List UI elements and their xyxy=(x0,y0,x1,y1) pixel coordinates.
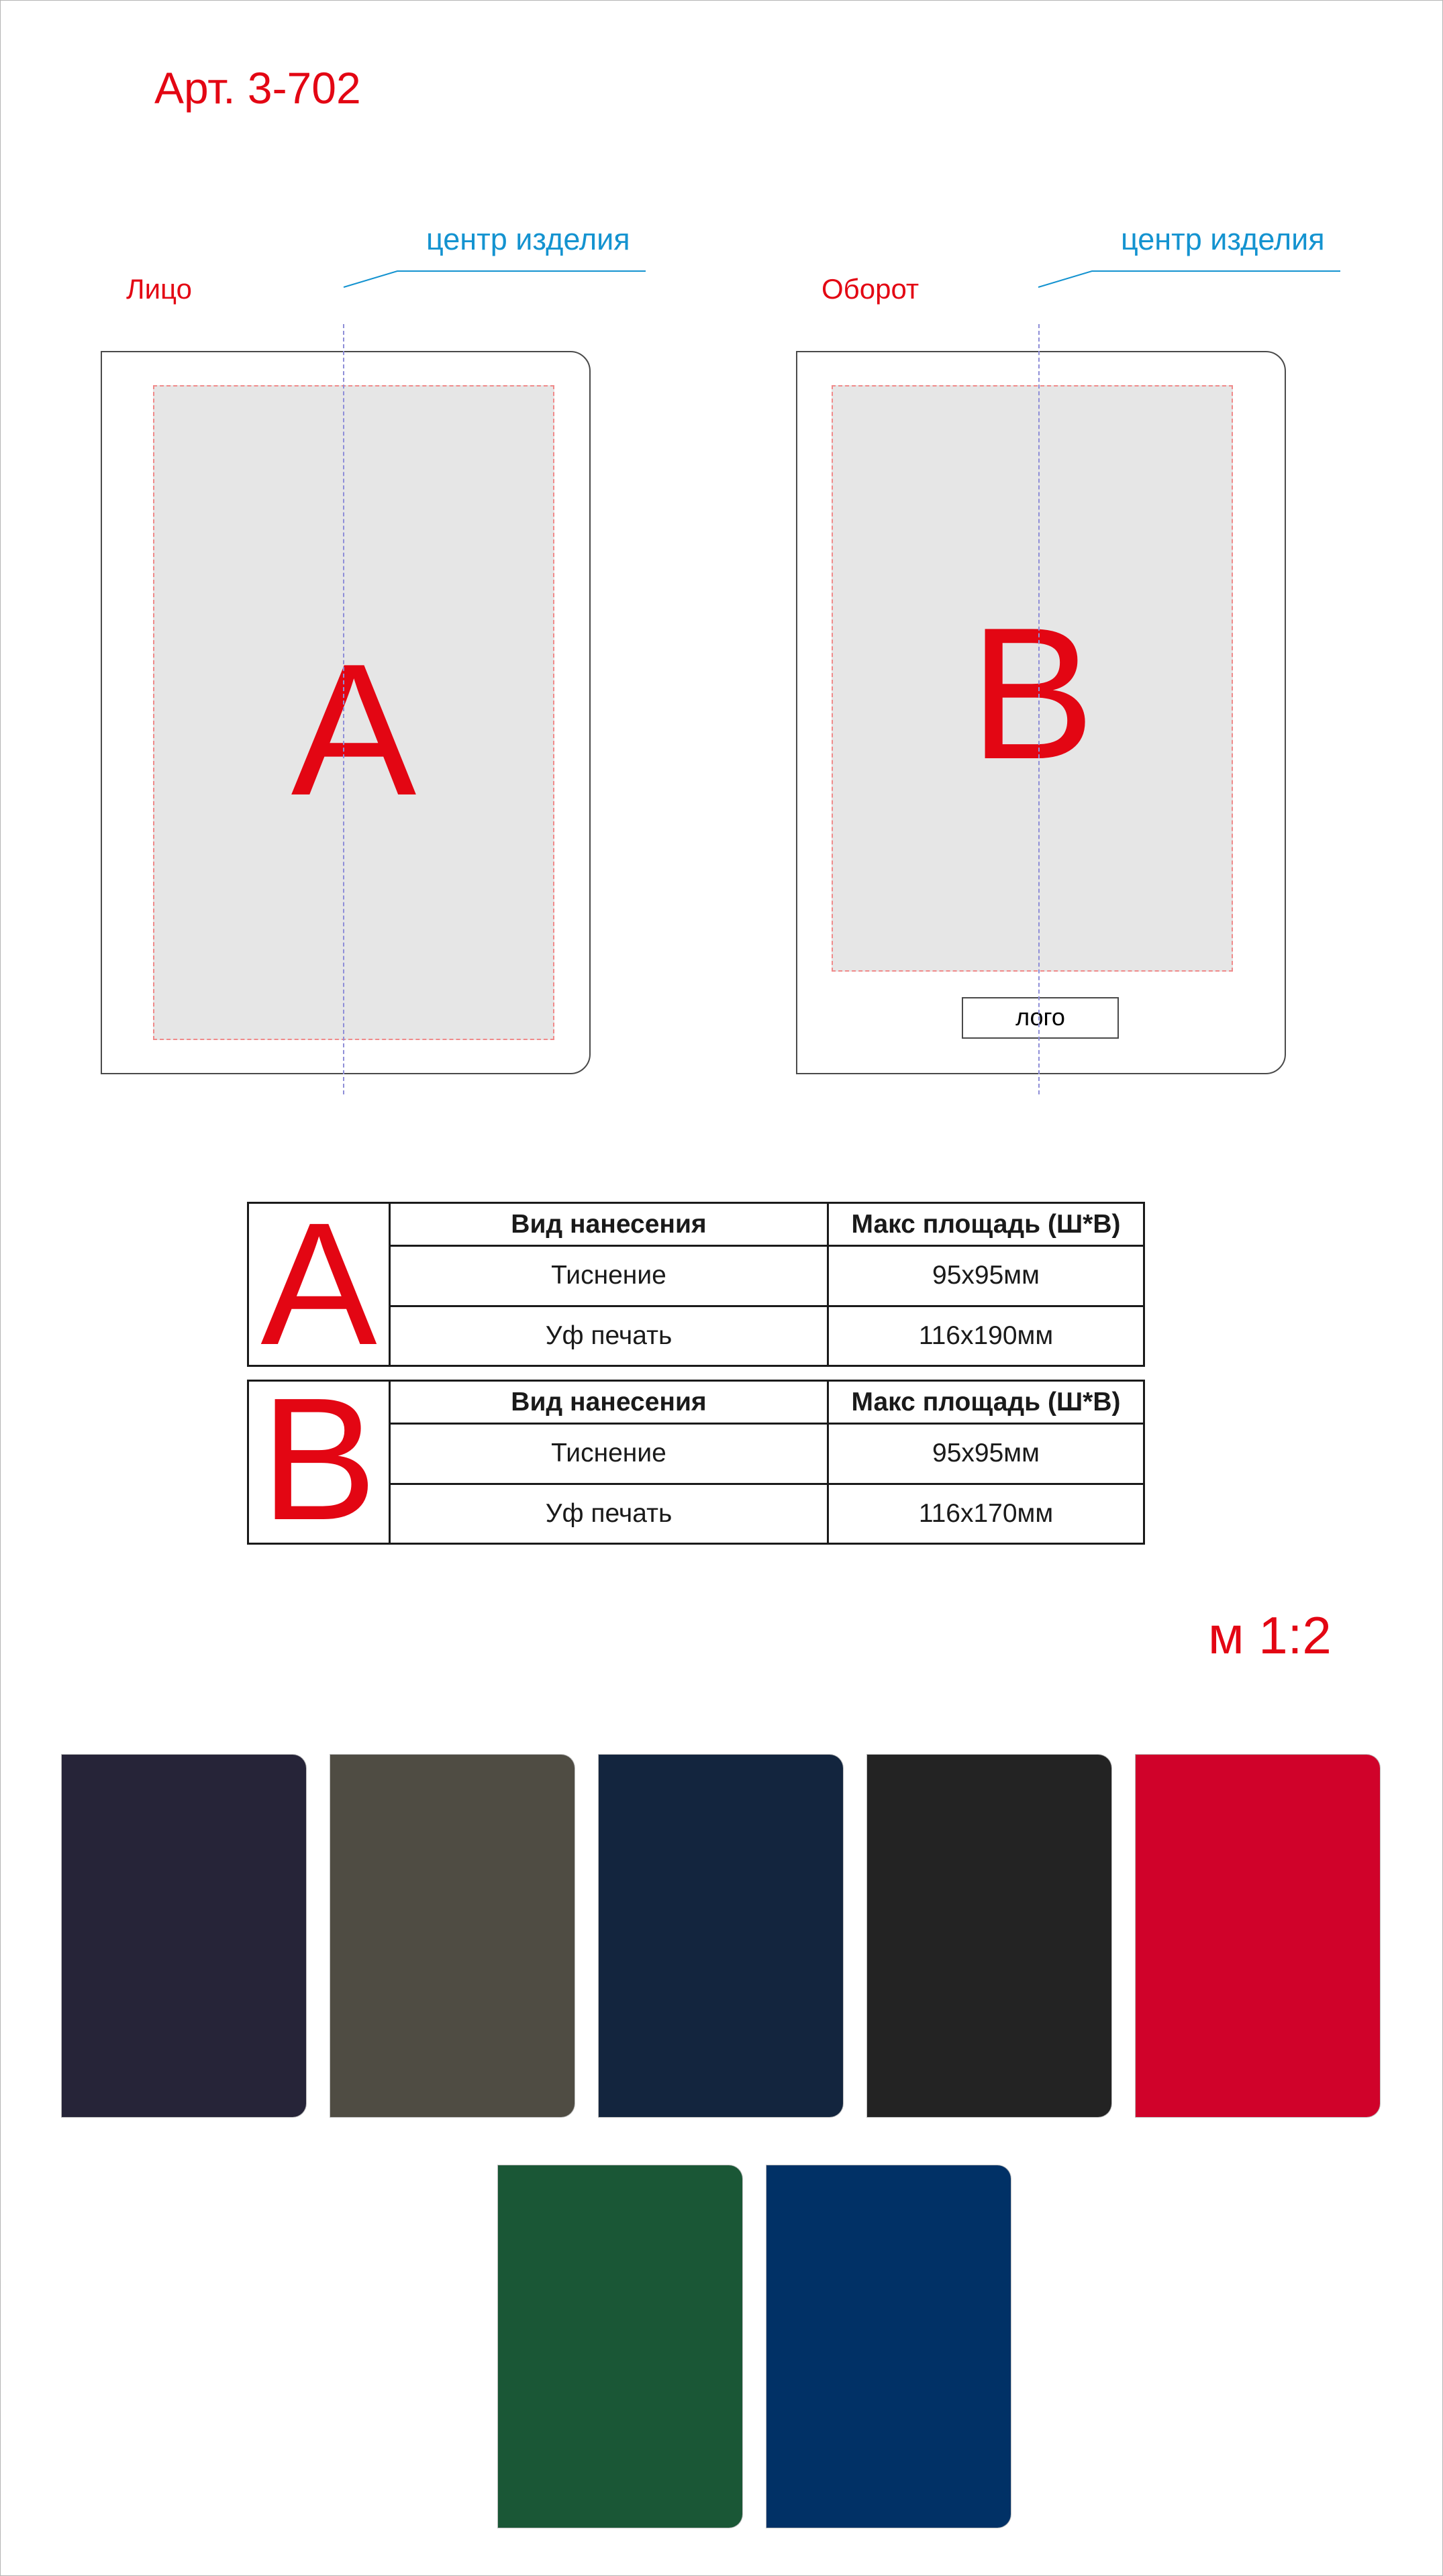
spec-table-a-letter-cell xyxy=(249,1204,391,1365)
spec-table-b xyxy=(247,1380,1145,1545)
color-swatch xyxy=(62,1755,306,2117)
method-cell: Тиснение xyxy=(391,1425,829,1483)
table-row xyxy=(391,1425,1143,1485)
front-label: Лицо xyxy=(126,273,192,305)
color-swatch xyxy=(1136,1755,1380,2117)
color-swatch xyxy=(867,1755,1111,2117)
scale-label: м 1:2 xyxy=(1208,1606,1332,1665)
article-title: Арт. 3-702 xyxy=(154,63,361,113)
spec-table-b-letter-cell xyxy=(249,1382,391,1543)
front-zone-letter: A xyxy=(291,625,417,835)
spec-table-a xyxy=(247,1202,1145,1367)
method-cell: Тиснение xyxy=(391,1247,829,1305)
front-print-zone xyxy=(153,385,554,1040)
front-centre-line xyxy=(343,324,344,1094)
header-method: Вид нанесения xyxy=(391,1204,829,1245)
front-centre-leader-icon xyxy=(336,262,651,289)
max-area-cell: 95x95мм xyxy=(932,1261,1040,1290)
header-max-area: Макс площадь (Ш*В) xyxy=(851,1209,1121,1239)
color-swatch xyxy=(766,2165,1011,2528)
back-logo-box: лого xyxy=(962,997,1119,1039)
color-swatch xyxy=(330,1755,575,2117)
back-label: Оборот xyxy=(822,273,919,305)
method-cell: Уф печать xyxy=(391,1307,829,1366)
method-cell: Уф печать xyxy=(391,1485,829,1543)
max-area-cell: 116x190мм xyxy=(918,1321,1054,1350)
back-centre-label: центр изделия xyxy=(1121,222,1325,256)
front-centre-label: центр изделия xyxy=(426,222,630,256)
spec-table-b-letter: B xyxy=(260,1382,377,1543)
table-row xyxy=(391,1485,1143,1543)
back-zone-letter: B xyxy=(969,589,1095,798)
color-swatch xyxy=(498,2165,742,2528)
table-row xyxy=(391,1307,1143,1366)
color-swatch xyxy=(599,1755,843,2117)
max-area-cell: 95x95мм xyxy=(932,1439,1040,1468)
header-method: Вид нанесения xyxy=(391,1382,829,1423)
table-header-row xyxy=(391,1204,1143,1247)
back-print-zone xyxy=(832,385,1233,972)
table-row xyxy=(391,1247,1143,1307)
table-header-row xyxy=(391,1382,1143,1425)
back-centre-line xyxy=(1038,324,1040,1094)
spec-table-a-letter: A xyxy=(260,1204,377,1365)
header-max-area: Макс площадь (Ш*В) xyxy=(851,1387,1121,1416)
back-centre-leader-icon xyxy=(1030,262,1346,289)
max-area-cell: 116x170мм xyxy=(918,1498,1054,1528)
